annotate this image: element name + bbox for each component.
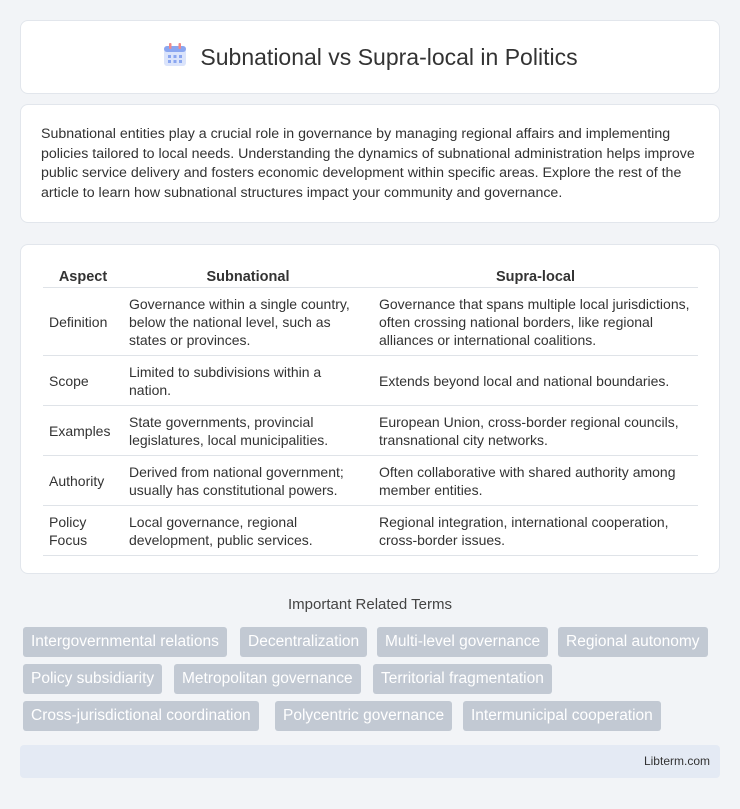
cell-supra-local: European Union, cross-border regional councils, transnational city networks.: [373, 406, 698, 456]
term-tag[interactable]: Intermunicipal cooperation: [463, 701, 661, 731]
footer-link[interactable]: Libterm.com: [643, 754, 710, 768]
header-supra-local: Supra-local: [373, 265, 698, 288]
cell-supra-local: Governance that spans multiple local jurisdictions, often crossing national borders, like regional alliances or international coalitions.: [373, 288, 698, 356]
term-tag[interactable]: Metropolitan governance: [174, 664, 361, 694]
calendar-icon: [162, 42, 188, 73]
cell-subnational: Limited to subdivisions within a nation.: [123, 356, 373, 406]
cell-aspect: Authority: [43, 456, 123, 506]
cell-subnational: Governance within a single country, below the national level, such as states or provinces.: [123, 288, 373, 356]
header-aspect: Aspect: [43, 265, 123, 288]
term-tag[interactable]: Policy subsidiarity: [23, 664, 162, 694]
cell-supra-local: Often collaborative with shared authority among member entities.: [373, 456, 698, 506]
cell-supra-local: Regional integration, international cooperation, cross-border issues.: [373, 506, 698, 556]
term-tag[interactable]: Polycentric governance: [275, 701, 452, 731]
header-card: [20, 20, 720, 94]
term-tag[interactable]: Regional autonomy: [558, 627, 708, 657]
header-subnational: Subnational: [123, 265, 373, 288]
cell-subnational: Derived from national government; usually has constitutional powers.: [123, 456, 373, 506]
cell-aspect: Examples: [43, 406, 123, 456]
cell-subnational: Local governance, regional development, public services.: [123, 506, 373, 556]
intro-text: Subnational entities play a crucial role in governance by managing regional affairs and implementing policies tailored to local needs. Understanding the dynamics of subnational administration helps improve public service delivery and fosters economic development within specific areas. Explore the rest of the article to learn how subnational structures impact your community and governance.: [41, 126, 695, 201]
table-row: [43, 288, 698, 356]
cell-supra-local: Extends beyond local and national boundaries.: [373, 356, 698, 406]
table-row: [43, 356, 698, 406]
term-tag[interactable]: Intergovernmental relations: [23, 627, 227, 657]
term-tag[interactable]: Territorial fragmentation: [373, 664, 552, 694]
term-tag[interactable]: Cross-jurisdictional coordination: [23, 701, 259, 731]
footer: [20, 745, 720, 778]
cell-aspect: Scope: [43, 356, 123, 406]
table-row: [43, 406, 698, 456]
cell-aspect: Definition: [43, 288, 123, 356]
table-row: [43, 506, 698, 556]
intro-card: [20, 104, 720, 223]
cell-aspect: Policy Focus: [43, 506, 123, 556]
table-row: [43, 456, 698, 506]
comparison-table-card: [20, 244, 720, 574]
comparison-table: [43, 265, 698, 556]
term-tag[interactable]: Multi-level governance: [377, 627, 548, 657]
page-title: Subnational vs Supra-local in Politics: [200, 43, 578, 70]
table-header-row: [43, 265, 698, 288]
cell-subnational: State governments, provincial legislatures, local municipalities.: [123, 406, 373, 456]
related-terms-title: Important Related Terms: [288, 596, 452, 613]
term-tag[interactable]: Decentralization: [240, 627, 367, 657]
